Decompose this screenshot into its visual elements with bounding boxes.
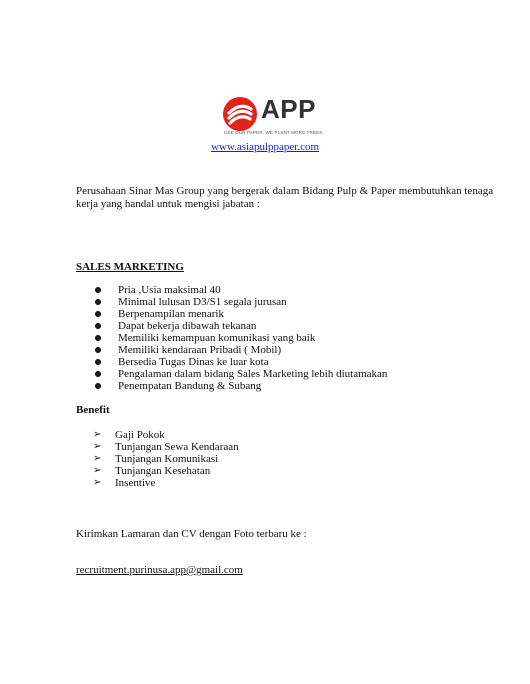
arrow-bullet-icon: ➢ <box>93 429 102 440</box>
logo-tagline: USE OUR PAPER. WE PLANT MORE TREES. <box>224 130 324 135</box>
list-item: Bersedia Tugas Dinas ke luar kota <box>93 356 362 368</box>
intro-paragraph: Perusahaan Sinar Mas Group yang bergerak dalam Bidang Pulp & Paper membutuhkan tenaga kerja yang handal untuk mengisi jabatan : <box>76 185 494 210</box>
list-item: Pria ,Usia maksimal 40 <box>93 284 362 296</box>
bullet-icon <box>95 359 101 365</box>
bullet-icon <box>95 323 101 329</box>
bullet-icon <box>95 347 101 353</box>
company-logo <box>222 96 342 140</box>
list-item: ➢ Gaji Pokok <box>93 429 165 441</box>
bullet-icon <box>95 383 101 389</box>
list-item: Berpenampilan menarik <box>93 308 362 320</box>
list-item: ➢ Insentive <box>93 477 156 489</box>
list-item: Pengalaman dalam bidang Sales Marketing lebih diutamakan <box>93 368 362 380</box>
list-item: ➢ Tunjangan Kesehatan <box>93 465 211 477</box>
email-link[interactable]: recruitment.purinusa.app@gmail.com <box>76 564 243 576</box>
bullet-icon <box>95 311 101 317</box>
logo-wordmark: APP <box>261 94 316 124</box>
list-item: Memiliki kemampuan komunikasi yang baik <box>93 332 362 344</box>
arrow-bullet-icon: ➢ <box>93 477 102 488</box>
app-logo-icon <box>222 96 258 132</box>
list-item: Penempatan Bandung & Subang <box>93 380 362 392</box>
job-title: SALES MARKETING <box>76 261 184 273</box>
bullet-icon <box>95 371 101 377</box>
list-item: Minimal lulusan D3/S1 segala jurusan <box>93 296 362 308</box>
arrow-bullet-icon: ➢ <box>93 465 102 476</box>
list-item: Memiliki kendaraan Pribadi ( Mobil) <box>93 344 362 356</box>
list-item: ➢ Tunjangan Sewa Kendaraan <box>93 441 239 453</box>
list-item: Dapat bekerja dibawah tekanan <box>93 320 362 332</box>
bullet-icon <box>95 335 101 341</box>
bullet-icon <box>95 287 101 293</box>
website-link[interactable]: www.asiapulppaper.com <box>210 141 320 153</box>
requirements-list <box>93 284 388 392</box>
arrow-bullet-icon: ➢ <box>93 441 102 452</box>
list-item: ➢ Tunjangan Komunikasi <box>93 453 219 465</box>
bullet-icon <box>95 299 101 305</box>
benefit-list <box>93 429 239 489</box>
benefit-heading: Benefit <box>76 404 110 416</box>
apply-instruction: Kirimkan Lamaran dan CV dengan Foto terbaru ke : <box>76 528 307 540</box>
arrow-bullet-icon: ➢ <box>93 453 102 464</box>
